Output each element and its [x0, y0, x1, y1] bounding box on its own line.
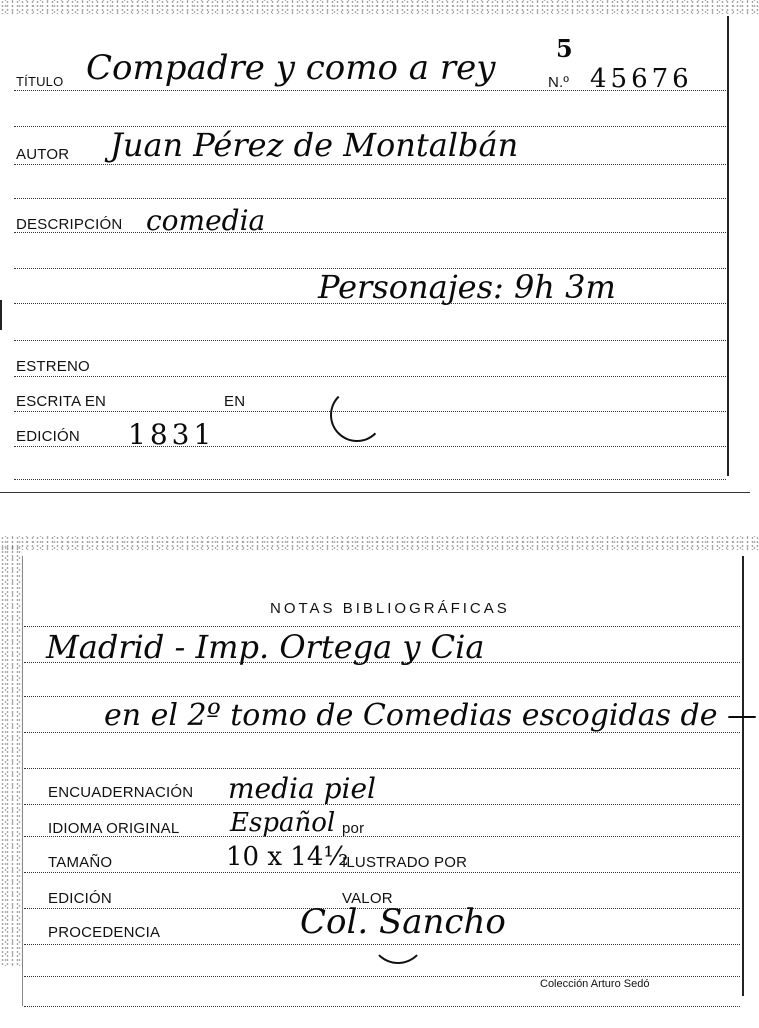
- ruled-line: [14, 198, 726, 199]
- tamano-value: 10 x 14½: [226, 842, 349, 872]
- edicion-value: 1831: [128, 418, 216, 451]
- idioma-label: IDIOMA ORIGINAL: [48, 820, 180, 837]
- encuadernacion-value: media piel: [228, 772, 376, 805]
- titulo-label: TÍTULO: [16, 74, 64, 89]
- scan-noise-top: [0, 0, 759, 14]
- autor-value: Juan Pérez de Montalbán: [110, 126, 519, 164]
- ruled-line: [24, 872, 740, 873]
- por-label: por: [342, 820, 365, 837]
- notes-line-2: en el 2º tomo de Comedias escogidas de —: [104, 698, 758, 733]
- edicion-label: EDICIÓN: [48, 890, 112, 907]
- card-bottom-edge: [0, 492, 750, 493]
- personajes-value: Personajes: 9h 3m: [318, 268, 616, 306]
- ruled-line: [14, 479, 726, 480]
- numero-value: 45676: [590, 64, 693, 94]
- valor-label: VALOR: [342, 890, 393, 907]
- ruled-line: [24, 1006, 740, 1007]
- encuadernacion-label: ENCUADERNACIÓN: [48, 784, 194, 801]
- ruled-line: [24, 696, 740, 697]
- procedencia-label: PROCEDENCIA: [48, 924, 161, 941]
- ilustrado-label: ILUSTRADO POR: [342, 854, 468, 871]
- titulo-value: Compadre y como a rey: [86, 48, 496, 88]
- ruled-line: [14, 164, 726, 165]
- numero-label: N.º: [548, 74, 570, 91]
- catalog-card-front: [0, 0, 759, 500]
- stamp-circle: [370, 908, 426, 964]
- autor-label: AUTOR: [16, 146, 70, 163]
- escrita-en-label: ESCRITA EN: [16, 393, 107, 410]
- procedencia-value: Col. Sancho: [300, 902, 506, 942]
- ruled-line: [24, 976, 740, 977]
- card-right-border: [727, 16, 729, 476]
- ruled-line: [14, 376, 726, 377]
- card-left-mark: [0, 300, 2, 330]
- notes-line-1: Madrid - Imp. Ortega y Cia: [46, 628, 485, 666]
- descripcion-value: comedia: [146, 204, 266, 237]
- ruled-line: [24, 768, 740, 769]
- ruled-line: [24, 804, 740, 805]
- numero-mark: 5: [556, 34, 573, 63]
- idioma-value: Español: [230, 808, 336, 838]
- en-label: EN: [224, 393, 246, 410]
- ruled-line: [24, 626, 740, 627]
- collection-footer: Colección Arturo Sedó: [540, 978, 650, 990]
- edicion-label: EDICIÓN: [16, 428, 80, 445]
- card-left-border: [22, 556, 23, 1006]
- scan-noise-left: [0, 546, 22, 966]
- stamp-circle: [330, 388, 384, 442]
- catalog-card-back: [0, 536, 759, 1028]
- scan-noise-top: [0, 536, 759, 550]
- card-right-border: [742, 556, 744, 996]
- tamano-label: TAMAÑO: [48, 854, 113, 871]
- ruled-line: [14, 340, 726, 341]
- descripcion-label: DESCRIPCIÓN: [16, 216, 123, 233]
- notas-header: NOTAS BIBLIOGRÁFICAS: [270, 600, 510, 617]
- estreno-label: ESTRENO: [16, 358, 90, 375]
- ruled-line: [14, 446, 726, 447]
